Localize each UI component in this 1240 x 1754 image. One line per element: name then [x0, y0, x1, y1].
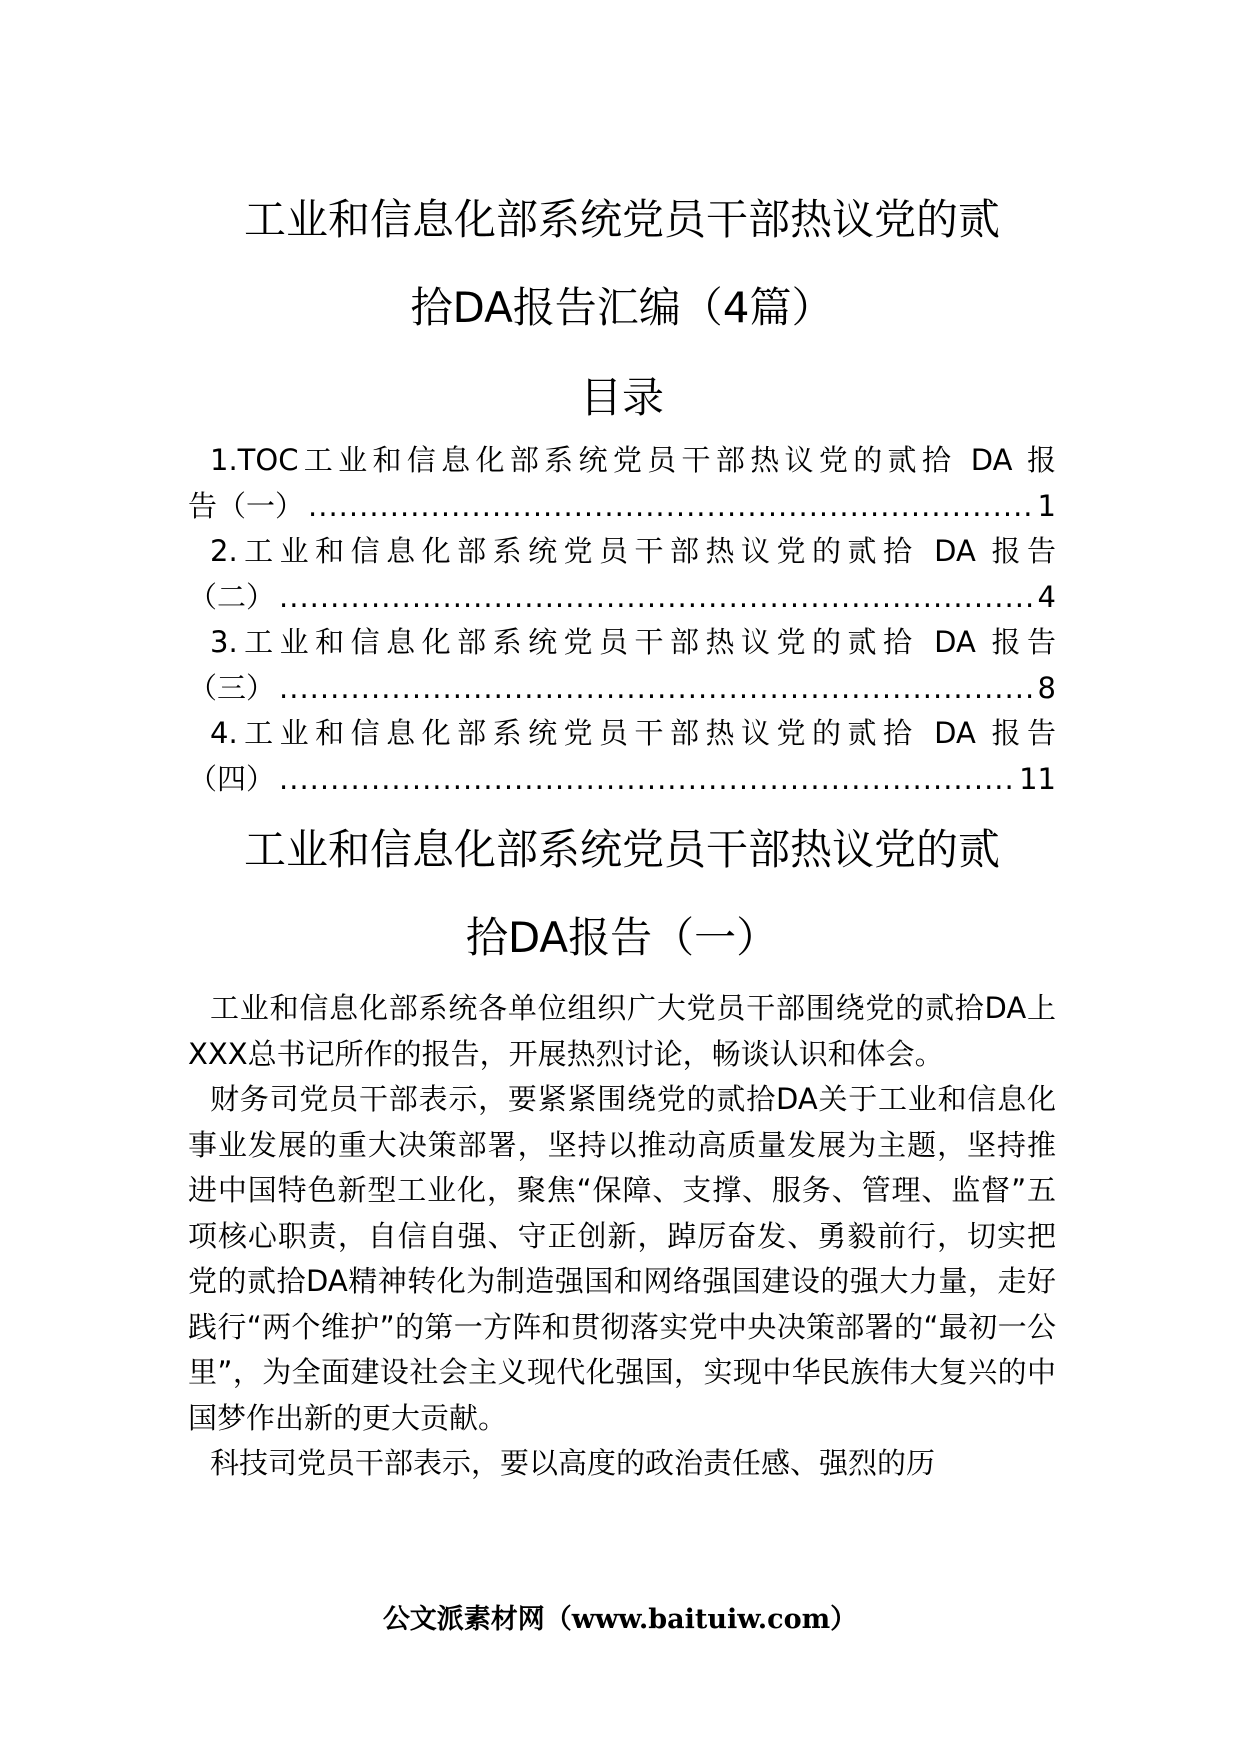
paragraph: 科技司党员干部表示，要以高度的政治责任感、强烈的历 — [210, 1446, 936, 1480]
toc-dot-leader — [308, 484, 1034, 530]
toc-entry-title: 4.工业和信息化部系统党员干部热议党的贰拾 DA 报告 — [210, 716, 1056, 750]
body-text — [188, 986, 1056, 1487]
toc-page-number: 4 — [1037, 579, 1056, 614]
document-title-line-1: 工业和信息化部系统党员干部热议党的贰 — [243, 195, 1000, 244]
section-title — [188, 806, 1056, 982]
toc-entry-continuation — [188, 666, 1056, 712]
toc-page-number: 8 — [1037, 670, 1056, 705]
toc-entry-title: 3.工业和信息化部系统党员干部热议党的贰拾 DA 报告 — [210, 625, 1056, 659]
toc-dot-leader — [279, 666, 1034, 712]
table-of-contents — [188, 438, 1056, 802]
toc-entry-continuation — [188, 484, 1056, 530]
paragraph: 财务司党员干部表示，要紧紧围绕党的贰拾DA关于工业和信息化事业发展的重大决策部署，坚持以推动高质量发展为主题，坚持推进中国特色新型工业化，聚焦“保障、支撑、服务、管理、监督”五项核心职责，自信自强、守正创新，踔厉奋发、勇毅前行，切实把党的贰拾DA精神转化为制造强国和网络强国建设的强大力量，走好践行“两个维护”的第一方阵和贯彻落实党中央决策部署的“最初一公里”，为全面建设社会主义现代化强国，实现中华民族伟大复兴的中国梦作出新的更大贡献。 — [188, 1082, 1056, 1435]
toc-page-number: 11 — [1019, 761, 1056, 796]
document-title-line-2: 拾DA报告汇编（4篇） — [410, 283, 834, 332]
toc-entry-title: 1.TOC工业和信息化部系统党员干部热议党的贰拾 DA 报 — [210, 443, 1056, 477]
document-title — [188, 176, 1056, 352]
toc-entry-1[interactable] — [188, 438, 1056, 529]
toc-entry-title-tail: （三） — [188, 670, 276, 705]
document-page — [188, 0, 1056, 1754]
page-footer: 公文派素材网（www.baituiw.com） — [382, 1604, 858, 1635]
toc-entry-title-tail: （二） — [188, 579, 276, 614]
toc-entry-3[interactable] — [188, 620, 1056, 711]
toc-dot-leader — [279, 575, 1034, 621]
toc-entry-continuation — [188, 757, 1056, 803]
toc-page-number: 1 — [1037, 488, 1056, 523]
toc-entry-title: 2.工业和信息化部系统党员干部热议党的贰拾 DA 报告 — [210, 534, 1056, 568]
toc-entry-title-tail: 告（一） — [188, 488, 305, 523]
toc-heading: 目录 — [579, 373, 664, 422]
toc-dot-leader — [279, 757, 1015, 803]
paragraph: 工业和信息化部系统各单位组织广大党员干部围绕党的贰拾DA上XXX总书记所作的报告，开展热烈讨论，畅谈认识和体会。 — [188, 991, 1056, 1071]
toc-entry-4[interactable] — [188, 711, 1056, 802]
toc-entry-continuation — [188, 575, 1056, 621]
section-title-line-2: 拾DA报告（一） — [465, 913, 779, 962]
section-title-line-1: 工业和信息化部系统党员干部热议党的贰 — [243, 825, 1000, 874]
toc-entry-title-tail: （四） — [188, 761, 276, 796]
toc-entry-2[interactable] — [188, 529, 1056, 620]
